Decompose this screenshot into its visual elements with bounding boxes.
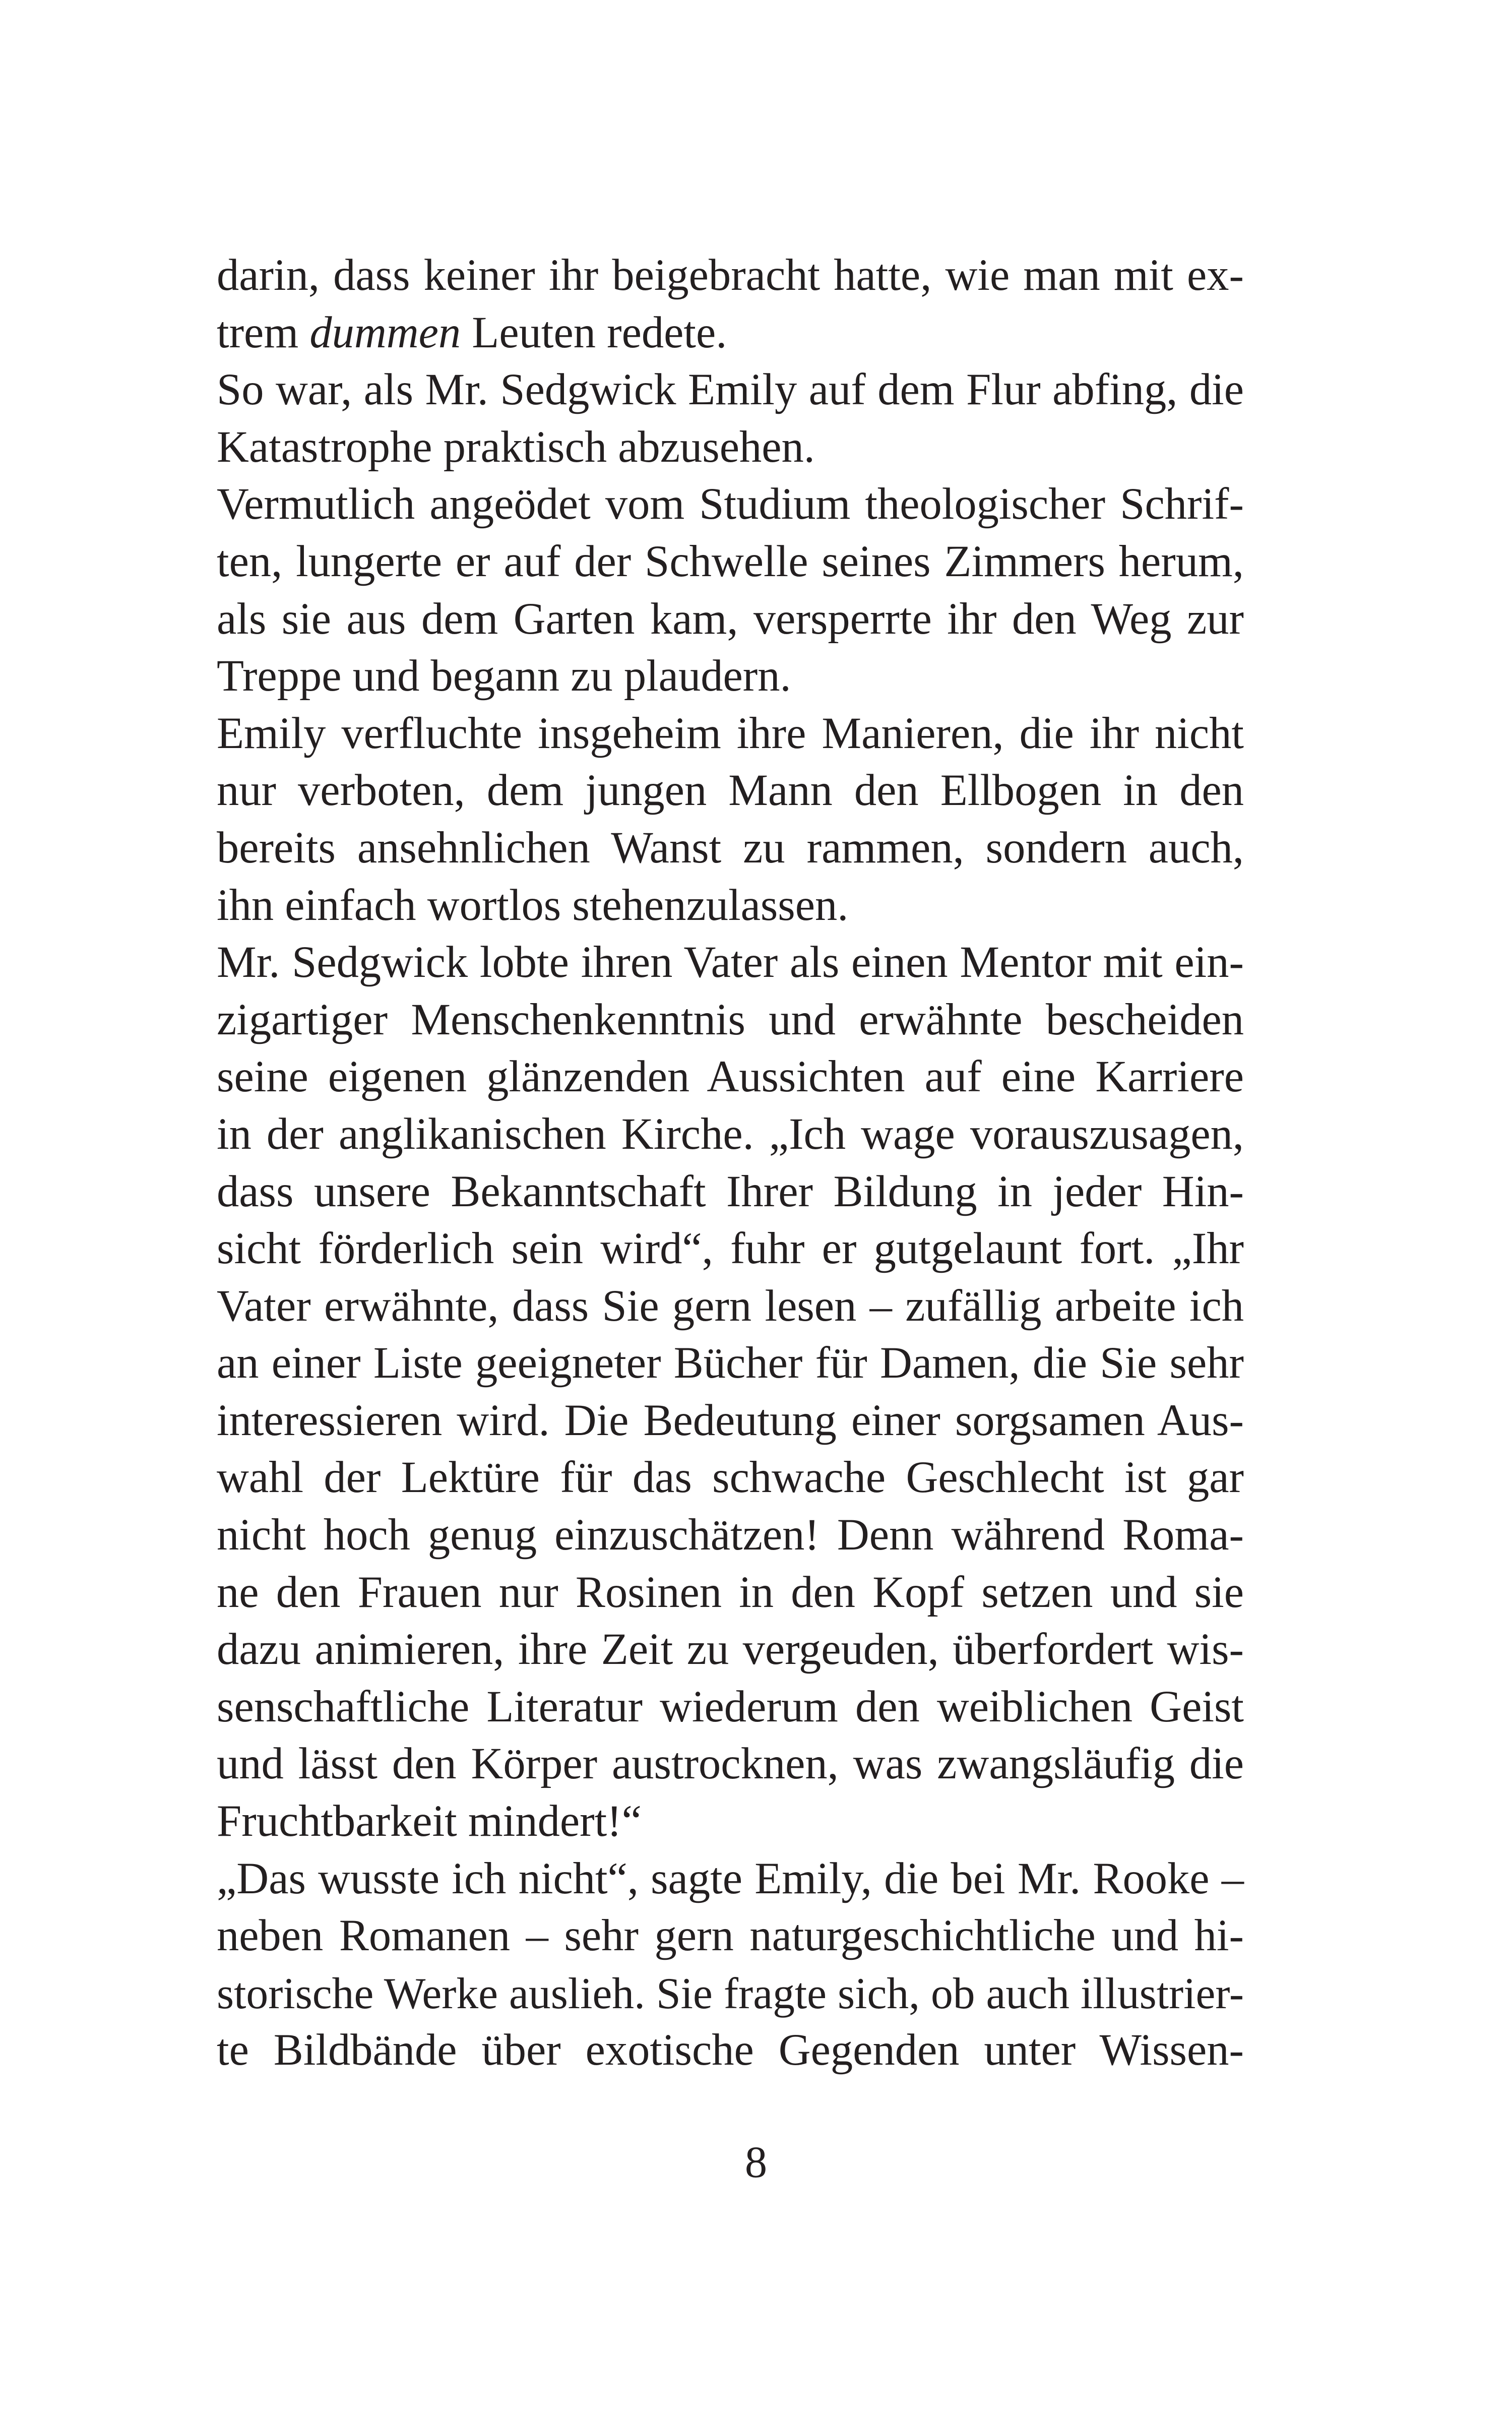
text-line-27: und lässt den Körper austrocknen, was zwangsläufig die (217, 1739, 1244, 1789)
text-line-31: storische Werke auslieh. Sie fragte sich, ob auch illustrier- (217, 1968, 1244, 2018)
text-line-19: Vater erwähnte, dass Sie gern lesen – zufällig arbeite ich (217, 1281, 1244, 1331)
text-line-18: sicht förderlich sein wird“, fuhr er gutgelaunt fort. „Ihr (217, 1224, 1244, 1274)
text-line-32: te Bildbände über exotische Gegenden unter Wissen- (217, 2025, 1244, 2075)
text-line-2-end: Leuten redete. (461, 307, 727, 357)
text-line-1: darin, dass keiner ihr beigebracht hatte, wie man mit ex- (217, 251, 1244, 300)
text-line-16: in der anglikanischen Kirche. „Ich wage vorauszusagen, (217, 1109, 1244, 1159)
text-line-20: an einer Liste geeigneter Bücher für Damen, die Sie sehr (217, 1338, 1244, 1388)
text-line-14: zigartiger Menschenkenntnis und erwähnte bescheiden (217, 995, 1244, 1044)
page-number: 8 (744, 2138, 768, 2187)
text-line-7: als sie aus dem Garten kam, versperrte ihr den Weg zur (217, 594, 1244, 644)
text-line-9: Emily verfluchte insgeheim ihre Manieren, die ihr nicht (217, 708, 1244, 758)
text-line-17: dass unsere Bekanntschaft Ihrer Bildung in jeder Hin- (217, 1166, 1244, 1216)
body-text (217, 247, 1244, 2079)
text-line-13: Mr. Sedgwick lobte ihren Vater als einen Mentor mit ein- (217, 938, 1244, 987)
text-line-30: neben Romanen – sehr gern naturgeschichtliche und hi- (217, 1911, 1244, 1961)
text-line-23: nicht hoch genug einzuschätzen! Denn während Roma- (217, 1510, 1244, 1560)
text-line-5: Vermutlich angeödet vom Studium theologischer Schrif- (217, 479, 1244, 529)
text-line-25: dazu animieren, ihre Zeit zu vergeuden, überfordert wis- (217, 1625, 1244, 1675)
text-line-8: Treppe und begann zu plaudern. (217, 651, 791, 701)
text-line-21: interessieren wird. Die Bedeutung einer sorgsamen Aus- (217, 1395, 1244, 1445)
text-line-15: seine eigenen glänzenden Aussichten auf eine Karriere (217, 1052, 1244, 1102)
text-line-11: bereits ansehnlichen Wanst zu rammen, sondern auch, (217, 823, 1244, 873)
emphasized-word: dummen (309, 307, 461, 357)
text-line-4: Katastrophe praktisch abzusehen. (217, 422, 815, 472)
text-line-12: ihn einfach wortlos stehenzulassen. (217, 880, 849, 930)
text-line-22: wahl der Lektüre für das schwache Geschlecht ist gar (217, 1453, 1244, 1503)
text-line-2 (217, 304, 1244, 362)
text-line-26: senschaftliche Literatur wiederum den weiblichen Geist (217, 1682, 1244, 1731)
text-line-24: ne den Frauen nur Rosinen in den Kopf setzen und sie (217, 1567, 1244, 1617)
text-line-10: nur verboten, dem jungen Mann den Ellbogen in den (217, 766, 1244, 816)
text-line-28: Fruchtbarkeit mindert!“ (217, 1796, 642, 1846)
text-line-3: So war, als Mr. Sedgwick Emily auf dem Flur abfing, die (217, 365, 1244, 415)
text-line-2-start: trem (217, 307, 310, 357)
text-line-29: „Das wusste ich nicht“, sagte Emily, die bei Mr. Rooke – (217, 1853, 1244, 1903)
text-line-6: ten, lungerte er auf der Schwelle seines Zimmers herum, (217, 536, 1244, 586)
